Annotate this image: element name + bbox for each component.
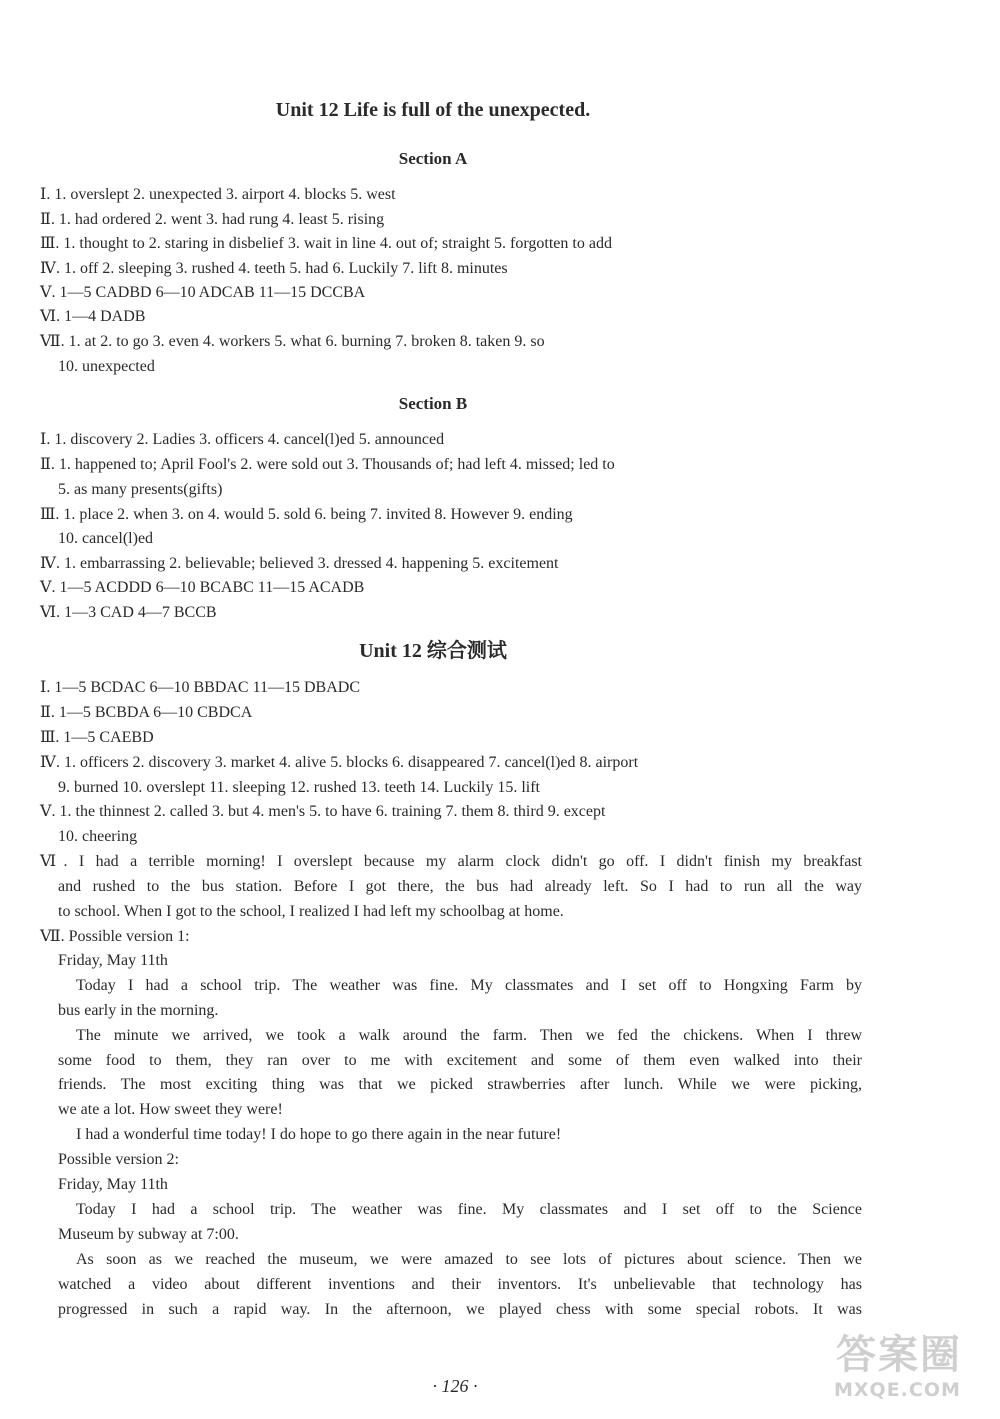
- test-line: Possible version 2:: [58, 1151, 179, 1168]
- section-b-line: Ⅰ. 1. discovery 2. Ladies 3. officers 4. cancel(l)ed 5. announced: [40, 431, 445, 448]
- test-line: friends. The most exciting thing was that we picked strawberries after lunch. While we were picking,: [58, 1076, 862, 1093]
- test-line: Friday, May 11th: [58, 1176, 168, 1193]
- test-line: progressed in such a rapid way. In the afternoon, we played chess with some special robots. It was: [58, 1301, 862, 1318]
- test-line: watched a video about different inventions and their inventors. It's unbelievable that technology has: [58, 1276, 862, 1293]
- section-a-line: Ⅲ. 1. thought to 2. staring in disbelief 3. wait in line 4. out of; straight 5. forgotten to add: [40, 235, 612, 252]
- section-a-line: Ⅱ. 1. had ordered 2. went 3. had rung 4. least 5. rising: [40, 211, 385, 228]
- test-line: I had a wonderful time today! I do hope to go there again in the near future!: [76, 1126, 562, 1143]
- test-line: we ate a lot. How sweet they were!: [58, 1101, 283, 1118]
- test-line: Ⅵ. I had a terrible morning! I overslept because my alarm clock didn't go off. I didn't finish my breakfast: [40, 853, 862, 870]
- test-line: As soon as we reached the museum, we were amazed to see lots of pictures about science. Then we: [76, 1251, 862, 1268]
- section-a-line: Ⅶ. 1. at 2. to go 3. even 4. workers 5. what 6. burning 7. broken 8. taken 9. so: [40, 333, 545, 350]
- test-line: Ⅱ. 1—5 BCBDA 6—10 CBDCA: [40, 704, 253, 721]
- test-line: Ⅶ. Possible version 1:: [40, 928, 190, 945]
- section-a-title: Section A: [398, 149, 468, 168]
- test-line: Museum by subway at 7:00.: [58, 1226, 239, 1243]
- test-line: Today I had a school trip. The weather was fine. My classmates and I set off to Hongxing Farm by: [76, 977, 862, 994]
- section-b-line: 5. as many presents(gifts): [58, 481, 223, 498]
- test-line: and rushed to the bus station. Before I got there, the bus had already left. So I had to run all the way: [58, 878, 862, 895]
- section-a-line: Ⅴ. 1—5 CADBD 6—10 ADCAB 11—15 DCCBA: [40, 284, 366, 301]
- test-line: Ⅴ. 1. the thinnest 2. called 3. but 4. men's 5. to have 6. training 7. them 8. third 9. except: [40, 803, 606, 820]
- section-a-line: 10. unexpected: [58, 358, 155, 375]
- section-b-line: Ⅵ. 1—3 CAD 4—7 BCCB: [40, 604, 217, 621]
- watermark-glyph: 答案圈: [836, 1332, 962, 1378]
- test-line: bus early in the morning.: [58, 1002, 219, 1019]
- page-number: · 126 ·: [432, 1376, 478, 1396]
- test-title: Unit 12 综合测试: [359, 640, 507, 662]
- section-b-line: Ⅲ. 1. place 2. when 3. on 4. would 5. sold 6. being 7. invited 8. However 9. ending: [40, 506, 573, 523]
- section-b-title: Section B: [398, 394, 468, 413]
- watermark-url: MXQE.COM: [834, 1379, 961, 1401]
- section-a-line: Ⅵ. 1—4 DADB: [40, 308, 146, 325]
- section-b-line: Ⅳ. 1. embarrassing 2. believable; believed 3. dressed 4. happening 5. excitement: [40, 555, 559, 572]
- section-a-line: Ⅰ. 1. overslept 2. unexpected 3. airport 4. blocks 5. west: [40, 186, 396, 203]
- test-line: The minute we arrived, we took a walk around the farm. Then we fed the chickens. When I threw: [76, 1027, 862, 1044]
- section-b-line: Ⅱ. 1. happened to; April Fool's 2. were sold out 3. Thousands of; had left 4. missed; led to: [40, 456, 615, 473]
- section-b-line: 10. cancel(l)ed: [58, 530, 154, 547]
- section-a-line: Ⅳ. 1. off 2. sleeping 3. rushed 4. teeth 5. had 6. Luckily 7. lift 8. minutes: [40, 260, 508, 277]
- test-line: to school. When I got to the school, I realized I had left my schoolbag at home.: [58, 903, 564, 920]
- test-line: 10. cheering: [58, 828, 138, 845]
- test-line: some food to them, they ran over to me with excitement and some of them even walked into their: [58, 1052, 862, 1069]
- unit-title: Unit 12 Life is full of the unexpected.: [275, 99, 591, 121]
- watermark-logo: [828, 1333, 978, 1403]
- test-line: Ⅰ. 1—5 BCDAC 6—10 BBDAC 11—15 DBADC: [40, 679, 360, 696]
- section-b-line: Ⅴ. 1—5 ACDDD 6—10 BCABC 11—15 ACADB: [40, 579, 365, 596]
- test-line: Ⅲ. 1—5 CAEBD: [40, 729, 154, 746]
- test-line: Ⅳ. 1. officers 2. discovery 3. market 4. alive 5. blocks 6. disappeared 7. cancel(l)ed 8. airport: [40, 754, 639, 771]
- test-line: Friday, May 11th: [58, 952, 168, 969]
- test-line: 9. burned 10. overslept 11. sleeping 12. rushed 13. teeth 14. Luckily 15. lift: [58, 779, 540, 796]
- test-line: Today I had a school trip. The weather was fine. My classmates and I set off to the Science: [76, 1201, 862, 1218]
